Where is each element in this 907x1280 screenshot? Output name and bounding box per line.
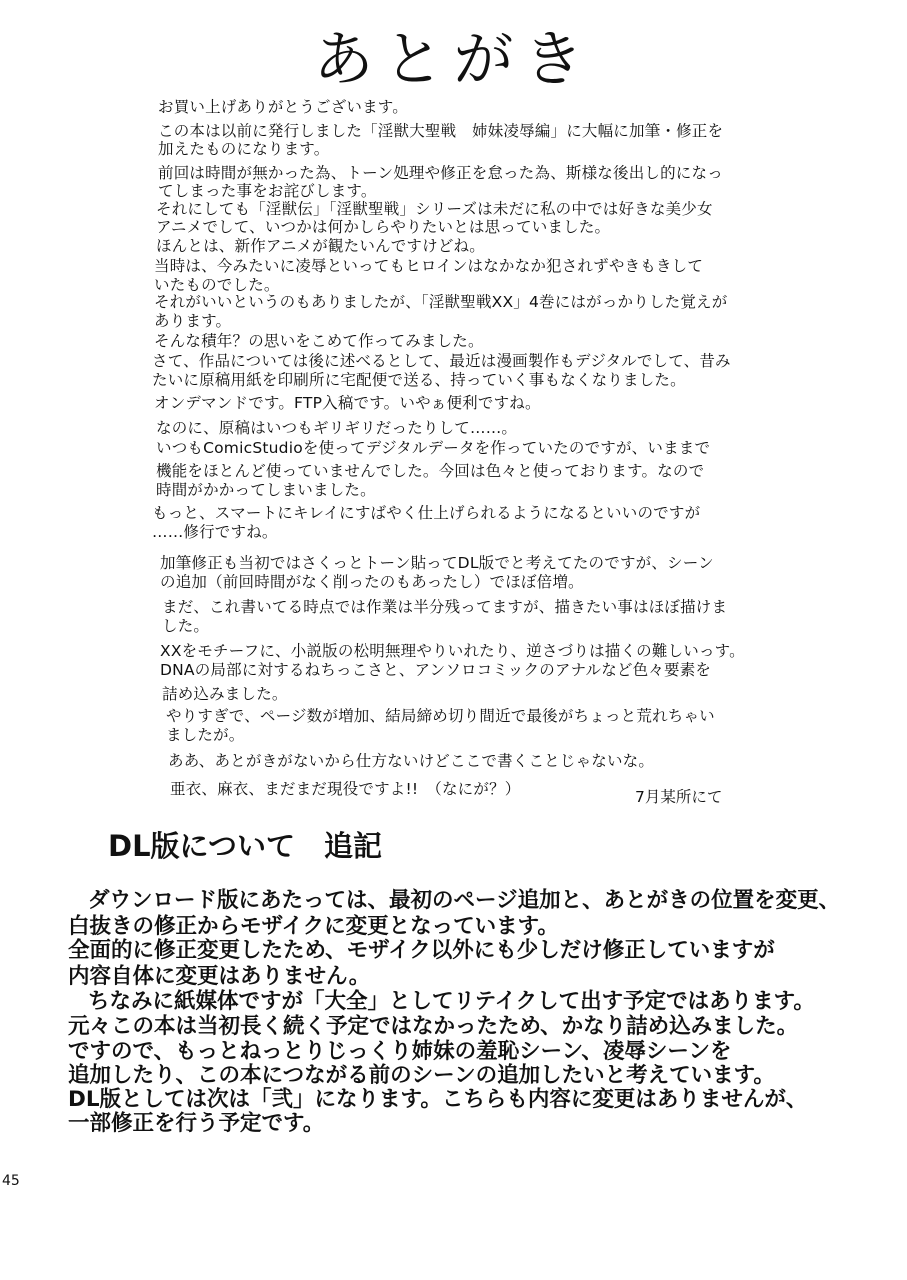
afterword-line: 加筆修正も当初ではさくっとトーン貼ってDL版でと考えてたのですが、シーン [160, 554, 714, 572]
afterword-line: それにしても「淫獣伝」「淫獣聖戦」シリーズは未だに私の中では好きな美少女 [156, 200, 713, 218]
afterword-line: アニメでして、いつかは何かしらやりたいとは思っていました。 [156, 218, 611, 236]
afterword-line: まだ、これ書いてる時点では作業は半分残ってますが、描きたい事はほぼ描けま [162, 598, 728, 616]
dl-note-line: 内容自体に変更はありません。 [68, 964, 371, 989]
afterword-line: いたものでした。 [154, 276, 280, 294]
afterword-line: てしまった事をお詫びします。 [158, 182, 377, 200]
dl-note-line: ダウンロード版にあたっては、最初のページ追加と、あとがきの位置を変更、 [88, 888, 841, 913]
afterword-line: それがいいというのもありましたが、「淫獣聖戦XX」4巻にはがっかりした覚えが [154, 293, 728, 311]
dl-note-line: 追加したり、この本につながる前のシーンの追加したいと考えています。 [68, 1063, 775, 1088]
afterword-line: この本は以前に発行しました「淫獣大聖戦 姉妹凌辱編」に大幅に加筆・修正を [158, 122, 724, 140]
afterword-line: さて、作品については後に述べるとして、最近は漫画製作もデジタルでして、昔み [152, 352, 731, 370]
afterword-line: なのに、原稿はいつもギリギリだったりして……。 [156, 419, 518, 437]
afterword-line: の追加（前回時間がなく削ったのもあったし）でほぼ倍増。 [160, 573, 584, 591]
dl-note-line: 一部修正を行う予定です。 [68, 1111, 325, 1136]
afterword-line: ああ、あとがきがないから仕方ないけどここで書くことじゃないな。 [168, 752, 655, 770]
afterword-line: 機能をほとんど使っていませんでした。今回は色々と使っております。なので [156, 462, 705, 480]
dl-note-line: 白抜きの修正からモザイクに変更となっています。 [68, 914, 559, 939]
dl-note-line: 元々この本は当初長く続く予定ではなかったため、かなり詰め込みました。 [68, 1014, 799, 1039]
afterword-line: あります。 [154, 312, 232, 330]
afterword-line: ましたが。 [166, 726, 245, 744]
afterword-line: そんな積年？の思いをこめて作ってみました。 [154, 332, 484, 350]
afterword-line: いつもComicStudioを使ってデジタルデータを作っていたのですが、いままで [156, 439, 711, 457]
afterword-line: 時間がかかってしまいました。 [156, 481, 376, 499]
dl-note-line: ちなみに紙媒体ですが「大全」としてリテイクして出す予定ではあります。 [88, 989, 815, 1014]
afterword-line: お買い上げありがとうございます。 [158, 98, 408, 116]
signature: 7月某所にて [635, 788, 723, 806]
dl-note-line: DL版としては次は「弐」になります。こちらも内容に変更はありませんが、 [68, 1087, 808, 1112]
afterword-line: 加えたものになります。 [158, 140, 330, 158]
afterword-line: 亜衣、麻衣、まだまだ現役ですよ!! （なにが？） [170, 780, 521, 798]
afterword-line: ほんとは、新作アニメが観たいんですけどね。 [156, 237, 485, 255]
afterword-line: 当時は、今みたいに凌辱といってもヒロインはなかなか犯されずやきもきして [154, 257, 704, 275]
afterword-line: オンデマンドです。FTP入稿です。いやぁ便利ですね。 [154, 394, 541, 412]
afterword-line: やりすぎで、ページ数が増加、結局締め切り間近で最後がちょっと荒れちゃい [166, 707, 715, 725]
dl-note-line: 全面的に修正変更したため、モザイク以外にも少しだけ修正していますが [68, 938, 775, 963]
afterword-line: DNAの局部に対するねちっこさと、アンソロコミックのアナルなど色々要素を [160, 661, 712, 679]
afterword-line: 詰め込みました。 [162, 685, 288, 703]
dl-heading: DL版について 追記 [108, 829, 382, 863]
afterword-line: 前回は時間が無かった為、トーン処理や修正を怠った為、斯様な後出し的になっ [158, 164, 723, 182]
dl-note-line: ですので、もっとねっとりじっくり姉妹の羞恥シーン、凌辱シーンを [68, 1039, 732, 1064]
afterword-line: もっと、スマートにキレイにすばやく仕上げられるようになるといいのですが [152, 504, 701, 522]
afterword-line: XXをモチーフに、小説版の松明無理やりいれたり、逆さづりは描くの難しいっす。 [160, 642, 745, 660]
afterword-line: たいに原稿用紙を印刷所に宅配便で送る、持っていく事もなくなりました。 [152, 371, 686, 389]
afterword-line: した。 [162, 617, 210, 635]
afterword-line: ……修行ですね。 [152, 523, 278, 541]
page-number: 45 [2, 1173, 20, 1189]
page-title: あとがき [313, 25, 594, 95]
